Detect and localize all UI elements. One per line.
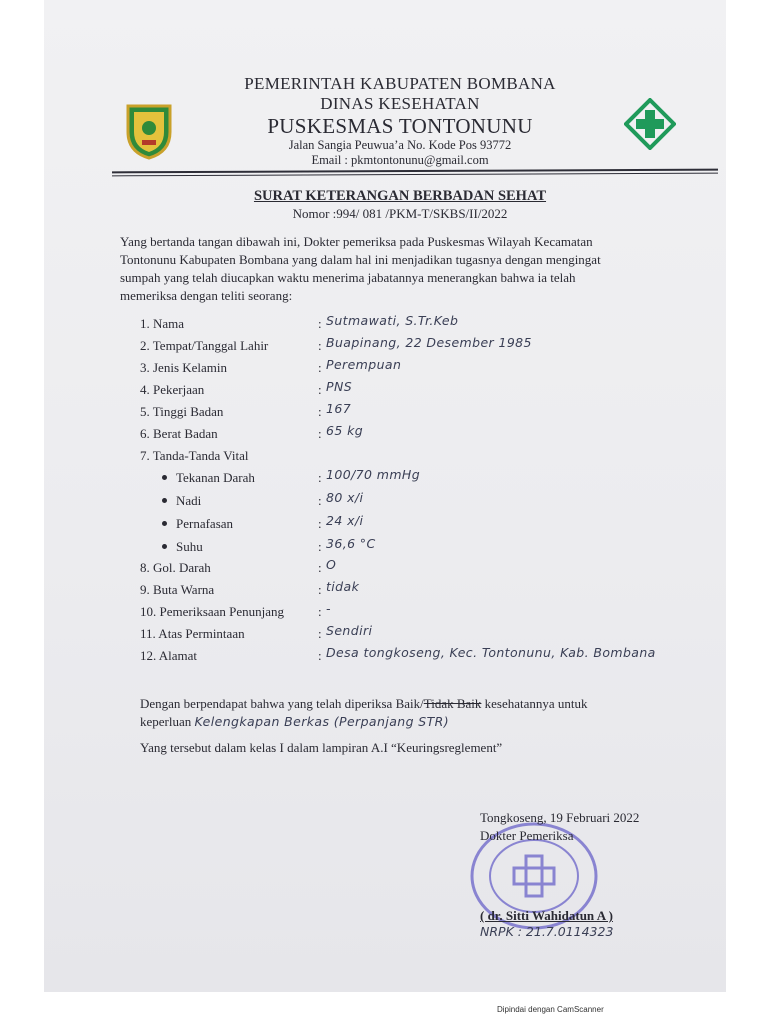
field-berat-badan [140,423,700,446]
field-value: Perempuan [326,357,402,372]
field-colon: : [318,360,322,375]
bullet-icon [162,544,167,549]
field-atas-permintaan [140,623,700,646]
field-label: 11. Atas Permintaan [140,626,245,641]
header-address: Jalan Sangia Peuwua’a No. Kode Pos 93772 [288,138,512,152]
signature-role: Dokter Pemeriksa [480,828,574,843]
field-tekanan-darah [140,467,700,490]
field-label: 4. Pekerjaan [140,382,205,397]
field-label: Tekanan Darah [176,470,255,485]
field-colon: : [318,539,322,554]
field-pekerjaan [140,379,700,402]
field-colon: : [318,426,322,441]
field-label: Nadi [176,493,202,508]
field-label: 5. Tinggi Badan [140,404,224,419]
field-value: 24 x/i [326,513,364,528]
field-pernafasan [140,513,700,536]
field-label: Suhu [176,539,203,554]
field-colon: : [318,493,322,508]
field-alamat [140,645,700,668]
field-label: 10. Pemeriksaan Penunjang [140,604,285,619]
field-colon: : [318,338,322,353]
bullet-icon [162,475,167,480]
closing-text: kesehatannya untuk [481,696,588,711]
purpose-line [140,714,449,730]
header-email: Email : pkmtontonunu@gmail.com [311,153,489,167]
health-cross-logo [624,98,676,150]
field-value: - [326,601,331,616]
intro-line: sumpah yang telah diucapkan waktu menerima jabatannya menerangkan bahwa ia telah [120,270,576,285]
field-colon: : [318,516,322,531]
field-pemeriksaan-penunjang [140,601,700,624]
field-nama [140,313,700,336]
struck-option: Tidak Baik [423,696,482,711]
header-puskesmas: PUSKESMAS TONTONUNU [267,114,533,138]
field-label: 3. Jenis Kelamin [140,360,228,375]
field-value: Sutmawati, S.Tr.Keb [326,313,459,328]
header-government: PEMERINTAH KABUPATEN BOMBANA [244,74,556,93]
document-title: SURAT KETERANGAN BERBADAN SEHAT [253,188,547,204]
signature-name: ( dr. Sitti Wahidatun A ) [480,908,613,923]
field-label: 2. Tempat/Tanggal Lahir [140,338,269,353]
field-colon: : [318,560,322,575]
intro-line: Tontonunu Kabupaten Bombana yang dalam hal ini menjadikan tugasnya dengan mengingat [120,252,601,267]
field-nadi [140,490,700,513]
header-department: DINAS KESEHATAN [320,94,480,113]
classification-line: Yang tersebut dalam kelas I dalam lampiran A.I “Keuringsreglement” [140,740,503,755]
field-jenis-kelamin [140,357,700,380]
field-value: 36,6 °C [326,536,376,551]
field-value: tidak [326,579,360,594]
field-value: Desa tongkoseng, Kec. Tontonunu, Kab. Bombana [326,645,656,660]
bullet-icon [162,498,167,503]
field-label: 9. Buta Warna [140,582,215,597]
field-value: Sendiri [326,623,373,638]
intro-line: memeriksa dengan teliti seorang: [120,288,293,303]
field-value: O [326,557,337,572]
bombana-regency-logo [124,102,174,160]
field-colon: : [318,582,322,597]
field-value: 167 [326,401,352,416]
field-colon: : [318,470,322,485]
field-colon: : [318,626,322,641]
field-label: 8. Gol. Darah [140,560,211,575]
field-tanda-vital [140,448,700,468]
field-suhu [140,536,700,559]
field-tinggi-badan [140,401,700,424]
signature-nrpk: NRPK : 21.7.0114323 [480,924,614,939]
purpose-value: Kelengkapan Berkas (Perpanjang STR) [194,714,450,729]
field-value: PNS [326,379,353,394]
field-label: 6. Berat Badan [140,426,218,441]
field-label: Pernafasan [176,516,234,531]
field-label: 12. Alamat [140,648,198,663]
field-colon: : [318,404,322,419]
field-colon: : [318,316,322,331]
bullet-icon [162,521,167,526]
field-value: Buapinang, 22 Desember 1985 [326,335,532,350]
field-label: 7. Tanda-Tanda Vital [140,448,249,463]
field-value: 65 kg [326,423,364,438]
field-colon: : [318,648,322,663]
intro-line: Yang bertanda tangan dibawah ini, Dokter pemeriksa pada Puskesmas Wilayah Kecamatan [120,234,593,249]
scanner-watermark: Dipindai dengan CamScanner [497,1005,604,1014]
closing-statement [140,696,588,712]
field-buta-warna [140,579,700,602]
field-value: 80 x/i [326,490,364,505]
field-colon: : [318,604,322,619]
purpose-label: keperluan [140,714,195,729]
field-label: 1. Nama [140,316,185,331]
signature-date: Tongkoseng, 19 Februari 2022 [480,810,640,825]
document-number: Nomor :994/ 081 /PKM-T/SKBS/II/2022 [292,206,508,221]
field-tempat-tanggal-lahir [140,335,700,358]
closing-text: Dengan berpendapat bahwa yang telah diperiksa Baik/ [140,696,424,711]
field-gol-darah [140,557,700,580]
field-colon: : [318,382,322,397]
field-value: 100/70 mmHg [326,467,421,482]
